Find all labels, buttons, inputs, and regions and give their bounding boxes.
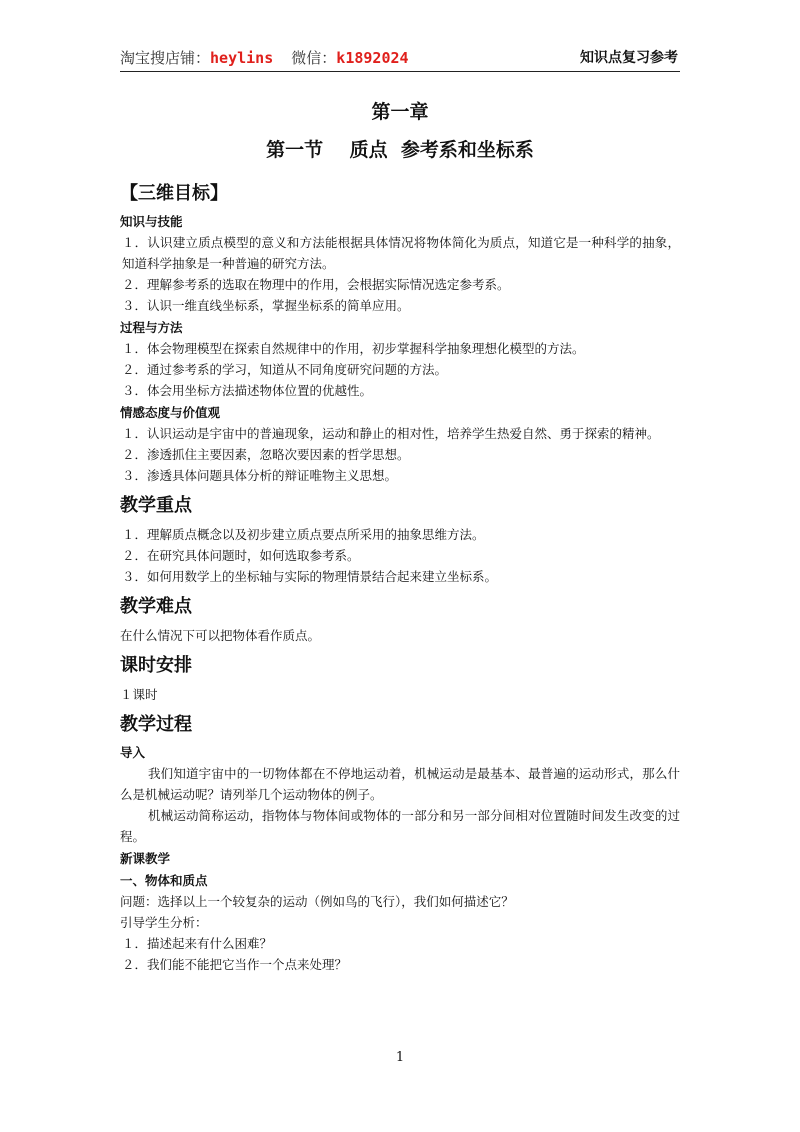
list-item: ２．在研究具体问题时，如何选取参考系。 [122,548,360,563]
goals-heading: 【三维目标】 [120,183,228,204]
difficulty-text: 在什么情况下可以把物体看作质点。 [120,628,321,643]
list-item: ３．渗透具体问题具体分析的辩证唯物主义思想。 [122,468,398,483]
page-header [120,44,680,72]
shop-prefix: 淘宝搜店铺： [120,49,211,67]
key-points-heading: 教学重点 [120,495,192,516]
list-item: １．体会物理模型在探索自然规律中的作用，初步掌握科学抽象理想化模型的方法。 [122,341,585,356]
schedule-text: １课时 [120,687,158,702]
list-item: １．认识建立质点模型的意义和方法能根据具体情况将物体简化为质点，知道它是一种科学的抽象，知道科学抽象是一种普遍的研究方法。 [122,235,680,271]
list-item: ３．如何用数学上的坐标轴与实际的物理情景结合起来建立坐标系。 [122,569,498,584]
list-item: ２．通过参考系的学习，知道从不同角度研究问题的方法。 [122,362,448,377]
list-item: １．理解质点概念以及初步建立质点要点所采用的抽象思维方法。 [122,527,485,542]
knowledge-title: 知识与技能 [120,214,183,229]
intro-paragraph: 机械运动简称运动，指物体与物体间或物体的一部分和另一部分间相对位置随时间发生改变的过程。 [120,808,680,844]
emotion-title: 情感态度与价值观 [120,405,221,420]
new-lesson-title: 新课教学 [120,851,171,866]
guide-text: 引导学生分析： [120,915,208,930]
question-text: 问题：选择以上一个较复杂的运动（例如鸟的飞行），我们如何描述它？ [120,894,514,909]
intro-title: 导入 [120,745,146,760]
list-item: １．描述起来有什么困难？ [122,936,273,951]
teaching-process-heading: 教学过程 [120,714,192,735]
list-item: ３．体会用坐标方法描述物体位置的优越性。 [122,383,373,398]
schedule-heading: 课时安排 [120,655,192,676]
intro-paragraph: 我们知道宇宙中的一切物体都在不停地运动着，机械运动是最基本、最普遍的运动形式，那么什么是机械运动呢？请列举几个运动物体的例子。 [120,766,680,802]
list-item: ３．认识一维直线坐标系，掌握坐标系的简单应用。 [122,298,410,313]
chapter-title: 第一章 [371,101,429,123]
section-title: 第一节 质点 参考系和坐标系 [266,139,534,161]
shop-name: heylins [210,49,274,67]
page-number: 1 [395,1050,405,1065]
header-right-title: 知识点复习参考 [580,50,678,66]
header-shop-info [120,47,409,68]
list-item: ２．理解参考系的选取在物理中的作用，会根据实际情况选定参考系。 [122,277,510,292]
list-item: ２．我们能不能把它当作一个点来处理？ [122,957,348,972]
wechat-prefix: 微信： [273,49,337,67]
list-item: １．认识运动是宇宙中的普遍现象，运动和静止的相对性，培养学生热爱自然、勇于探索的精神。 [122,426,660,441]
wechat-id: k1892024 [336,49,409,67]
process-method-title: 过程与方法 [120,320,183,335]
document-body [120,100,680,975]
difficulty-heading: 教学难点 [120,596,192,617]
subsection-title: 一、物体和质点 [120,873,208,888]
list-item: ２．渗透抓住主要因素，忽略次要因素的哲学思想。 [122,447,410,462]
